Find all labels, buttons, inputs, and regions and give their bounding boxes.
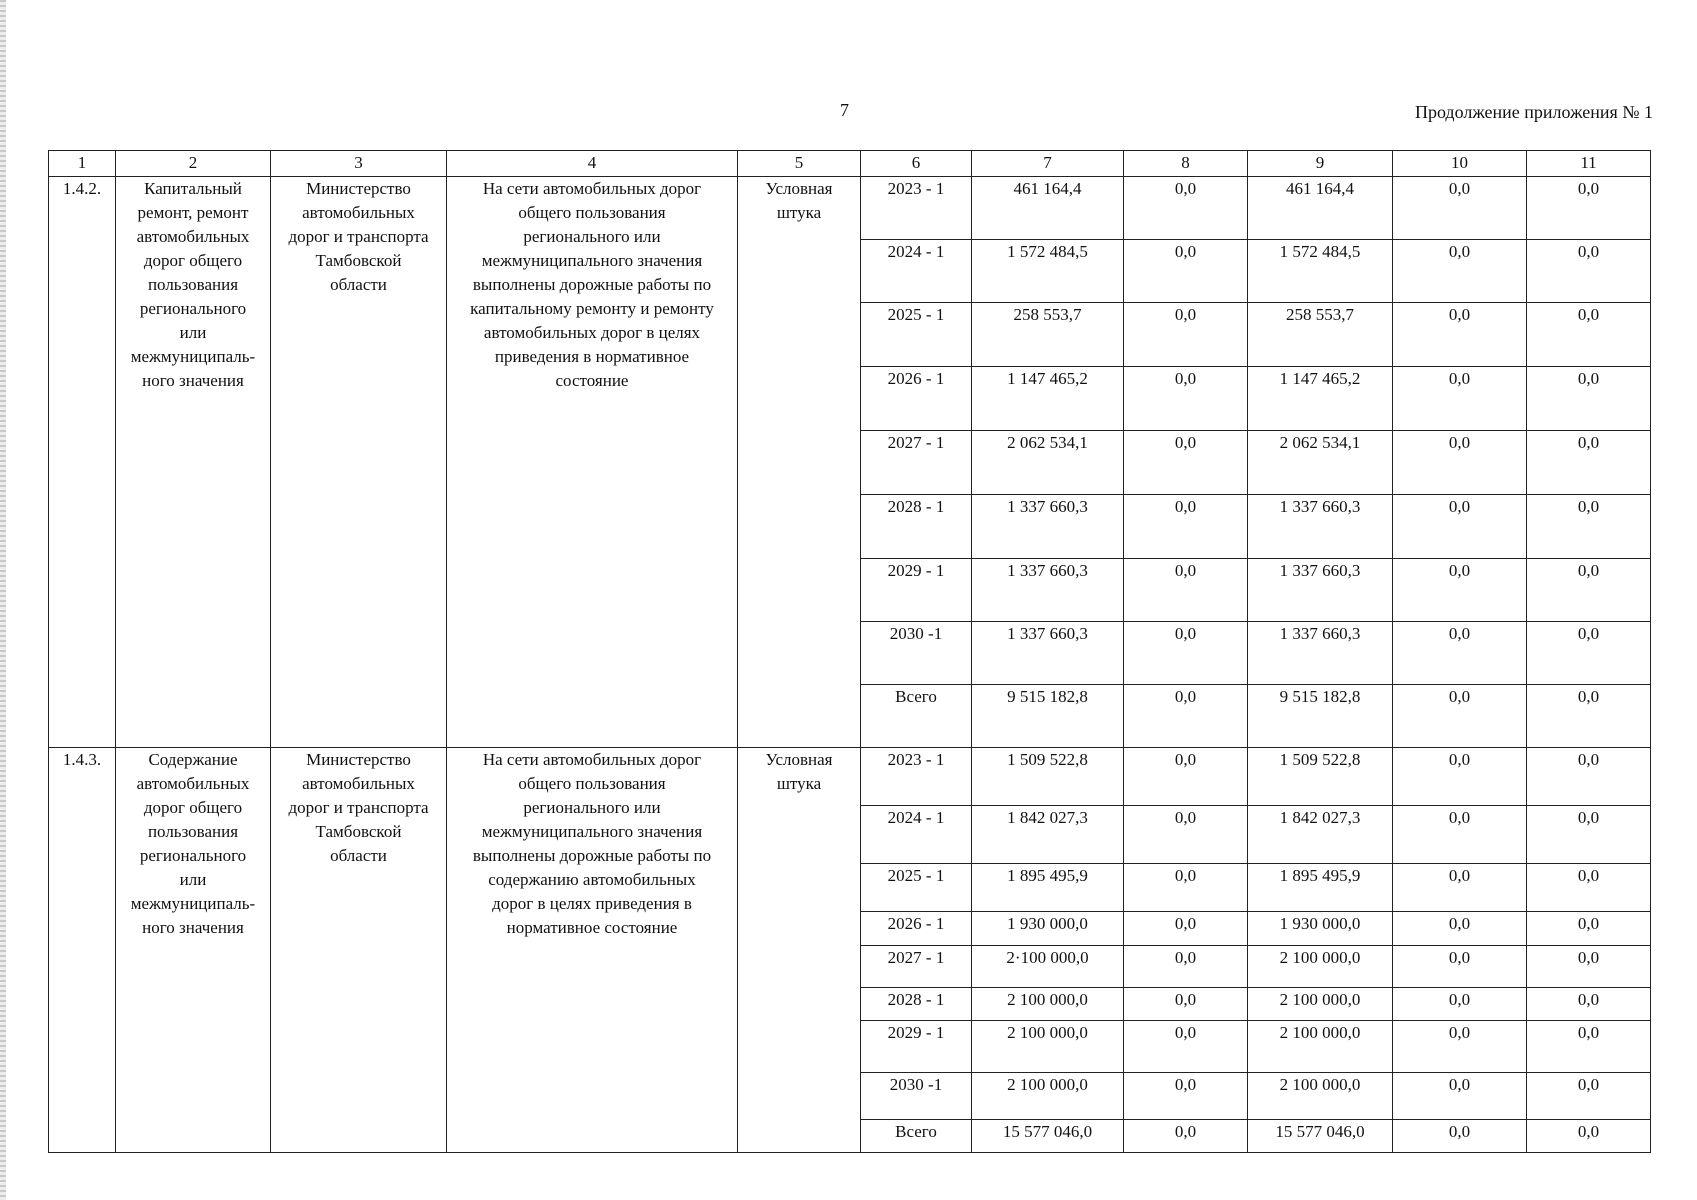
value-col9: 1 509 522,8 <box>1248 748 1393 806</box>
period-cell: 2029 - 1 <box>861 559 972 622</box>
item-name: Содержание автомобильных дорог общего пользования регионального или межмуниципаль- ного значения <box>116 748 271 1153</box>
value-col10: 0,0 <box>1393 495 1527 559</box>
value-col8: 0,0 <box>1124 1120 1248 1153</box>
period-cell: 2027 - 1 <box>861 431 972 495</box>
value-col11: 0,0 <box>1527 559 1651 622</box>
column-number: 11 <box>1527 151 1651 177</box>
value-col8: 0,0 <box>1124 1021 1248 1073</box>
value-col11: 0,0 <box>1527 431 1651 495</box>
value-col7: 2 062 534,1 <box>972 431 1124 495</box>
value-col8: 0,0 <box>1124 559 1248 622</box>
value-col7: 1 895 495,9 <box>972 864 1124 912</box>
value-col7: 2·100 000,0 <box>972 946 1124 988</box>
value-col10: 0,0 <box>1393 1073 1527 1120</box>
value-col7: 1 572 484,5 <box>972 240 1124 303</box>
value-col9: 1 337 660,3 <box>1248 559 1393 622</box>
value-col9: 15 577 046,0 <box>1248 1120 1393 1153</box>
value-col9: 1 842 027,3 <box>1248 806 1393 864</box>
value-col9: 1 337 660,3 <box>1248 622 1393 685</box>
value-col7: 1 337 660,3 <box>972 622 1124 685</box>
value-col11: 0,0 <box>1527 685 1651 748</box>
period-cell: 2029 - 1 <box>861 1021 972 1073</box>
value-col8: 0,0 <box>1124 622 1248 685</box>
unit-of-measure: Условная штука <box>738 177 861 748</box>
column-number: 10 <box>1393 151 1527 177</box>
value-col8: 0,0 <box>1124 806 1248 864</box>
period-cell: 2028 - 1 <box>861 495 972 559</box>
period-cell: 2027 - 1 <box>861 946 972 988</box>
value-col10: 0,0 <box>1393 177 1527 240</box>
value-col7: 1 842 027,3 <box>972 806 1124 864</box>
page-number: 7 <box>840 100 849 120</box>
value-col11: 0,0 <box>1527 806 1651 864</box>
value-col9: 1 895 495,9 <box>1248 864 1393 912</box>
value-col8: 0,0 <box>1124 240 1248 303</box>
unit-of-measure: Условная штука <box>738 748 861 1153</box>
value-col9: 9 515 182,8 <box>1248 685 1393 748</box>
column-number: 2 <box>116 151 271 177</box>
value-col10: 0,0 <box>1393 240 1527 303</box>
value-col10: 0,0 <box>1393 946 1527 988</box>
scan-edge <box>0 0 6 1200</box>
value-col9: 2 100 000,0 <box>1248 988 1393 1021</box>
column-number: 6 <box>861 151 972 177</box>
value-col11: 0,0 <box>1527 864 1651 912</box>
value-col9: 1 572 484,5 <box>1248 240 1393 303</box>
value-col8: 0,0 <box>1124 303 1248 367</box>
value-col10: 0,0 <box>1393 431 1527 495</box>
period-cell: 2024 - 1 <box>861 240 972 303</box>
value-col7: 2 100 000,0 <box>972 1021 1124 1073</box>
value-col8: 0,0 <box>1124 685 1248 748</box>
value-col10: 0,0 <box>1393 367 1527 431</box>
value-col11: 0,0 <box>1527 622 1651 685</box>
table-row <box>49 177 1651 240</box>
value-col10: 0,0 <box>1393 1021 1527 1073</box>
value-col7: 1 337 660,3 <box>972 495 1124 559</box>
value-col7: 15 577 046,0 <box>972 1120 1124 1153</box>
value-col8: 0,0 <box>1124 1073 1248 1120</box>
appendix-note: Продолжение приложения № 1 <box>1414 102 1653 122</box>
period-cell: 2024 - 1 <box>861 806 972 864</box>
expected-result: На сети автомобильных дорог общего пользования регионального или межмуниципального значения выполнены дорожные работы по содержанию автомобильных дорог в целях приведения в нормативное состояние <box>447 748 738 1153</box>
value-col9: 2 100 000,0 <box>1248 1073 1393 1120</box>
period-cell: 2028 - 1 <box>861 988 972 1021</box>
column-number: 9 <box>1248 151 1393 177</box>
value-col11: 0,0 <box>1527 946 1651 988</box>
value-col8: 0,0 <box>1124 431 1248 495</box>
period-cell: Всего <box>861 685 972 748</box>
item-number: 1.4.3. <box>49 748 116 1153</box>
table-row <box>49 748 1651 806</box>
value-col9: 2 062 534,1 <box>1248 431 1393 495</box>
table-body <box>49 151 1651 1153</box>
value-col10: 0,0 <box>1393 303 1527 367</box>
item-name: Капитальный ремонт, ремонт автомобильных дорог общего пользования регионального или межмуниципаль- ного значения <box>116 177 271 748</box>
value-col8: 0,0 <box>1124 367 1248 431</box>
value-col9: 1 147 465,2 <box>1248 367 1393 431</box>
period-cell: 2023 - 1 <box>861 177 972 240</box>
value-col10: 0,0 <box>1393 988 1527 1021</box>
value-col7: 1 509 522,8 <box>972 748 1124 806</box>
value-col10: 0,0 <box>1393 1120 1527 1153</box>
period-cell: 2025 - 1 <box>861 303 972 367</box>
value-col11: 0,0 <box>1527 303 1651 367</box>
column-number: 3 <box>271 151 447 177</box>
value-col7: 461 164,4 <box>972 177 1124 240</box>
value-col9: 258 553,7 <box>1248 303 1393 367</box>
value-col9: 2 100 000,0 <box>1248 1021 1393 1073</box>
column-number-row <box>49 151 1651 177</box>
value-col9: 1 930 000,0 <box>1248 912 1393 946</box>
value-col10: 0,0 <box>1393 685 1527 748</box>
value-col7: 1 147 465,2 <box>972 367 1124 431</box>
value-col11: 0,0 <box>1527 177 1651 240</box>
period-cell: 2023 - 1 <box>861 748 972 806</box>
value-col9: 2 100 000,0 <box>1248 946 1393 988</box>
column-number: 1 <box>49 151 116 177</box>
value-col7: 2 100 000,0 <box>972 988 1124 1021</box>
value-col7: 2 100 000,0 <box>972 1073 1124 1120</box>
item-number: 1.4.2. <box>49 177 116 748</box>
value-col8: 0,0 <box>1124 177 1248 240</box>
value-col10: 0,0 <box>1393 748 1527 806</box>
expected-result: На сети автомобильных дорог общего пользования регионального или межмуниципального значения выполнены дорожные работы по капитальному ремонту и ремонту автомобильных дорог в целях приведения в нормативное состояние <box>447 177 738 748</box>
program-table <box>48 150 1651 1153</box>
value-col7: 9 515 182,8 <box>972 685 1124 748</box>
value-col11: 0,0 <box>1527 912 1651 946</box>
value-col8: 0,0 <box>1124 495 1248 559</box>
value-col8: 0,0 <box>1124 946 1248 988</box>
value-col10: 0,0 <box>1393 912 1527 946</box>
value-col8: 0,0 <box>1124 864 1248 912</box>
value-col7: 258 553,7 <box>972 303 1124 367</box>
value-col7: 1 337 660,3 <box>972 559 1124 622</box>
column-number: 5 <box>738 151 861 177</box>
value-col10: 0,0 <box>1393 559 1527 622</box>
value-col11: 0,0 <box>1527 495 1651 559</box>
value-col11: 0,0 <box>1527 1120 1651 1153</box>
value-col9: 1 337 660,3 <box>1248 495 1393 559</box>
value-col11: 0,0 <box>1527 367 1651 431</box>
period-cell: 2030 -1 <box>861 622 972 685</box>
value-col11: 0,0 <box>1527 748 1651 806</box>
value-col9: 461 164,4 <box>1248 177 1393 240</box>
value-col8: 0,0 <box>1124 988 1248 1021</box>
value-col10: 0,0 <box>1393 864 1527 912</box>
value-col8: 0,0 <box>1124 912 1248 946</box>
responsible-executor: Министерство автомобильных дорог и транспорта Тамбовской области <box>271 177 447 748</box>
value-col11: 0,0 <box>1527 240 1651 303</box>
period-cell: 2026 - 1 <box>861 912 972 946</box>
period-cell: Всего <box>861 1120 972 1153</box>
value-col8: 0,0 <box>1124 748 1248 806</box>
value-col11: 0,0 <box>1527 988 1651 1021</box>
value-col11: 0,0 <box>1527 1021 1651 1073</box>
value-col11: 0,0 <box>1527 1073 1651 1120</box>
column-number: 4 <box>447 151 738 177</box>
column-number: 7 <box>972 151 1124 177</box>
period-cell: 2025 - 1 <box>861 864 972 912</box>
value-col10: 0,0 <box>1393 622 1527 685</box>
period-cell: 2026 - 1 <box>861 367 972 431</box>
period-cell: 2030 -1 <box>861 1073 972 1120</box>
column-number: 8 <box>1124 151 1248 177</box>
value-col7: 1 930 000,0 <box>972 912 1124 946</box>
value-col10: 0,0 <box>1393 806 1527 864</box>
responsible-executor: Министерство автомобильных дорог и транспорта Тамбовской области <box>271 748 447 1153</box>
